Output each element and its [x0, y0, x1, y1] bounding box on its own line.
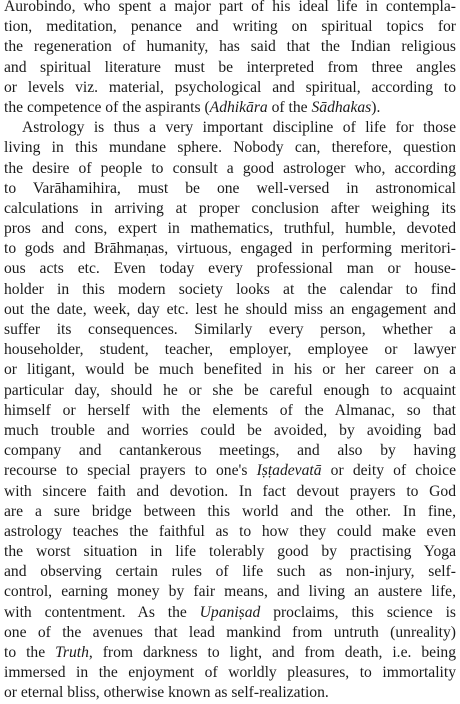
text-line [4, 421, 456, 441]
text-line [4, 340, 456, 360]
text-segment: Aurobindo, who spent a major part of his ideal life in contempla- [4, 0, 456, 15]
text-segment: are a sure bridge between this world and the other. In fine, [4, 502, 456, 520]
text-segment: Astrology is thus a very important discipline of life for those [22, 119, 456, 137]
text-line [4, 482, 456, 502]
text-line [4, 300, 456, 320]
text-line [4, 401, 456, 421]
text-line [4, 683, 456, 703]
text-line [4, 37, 456, 57]
text-line [4, 259, 456, 279]
text-segment: the competence of the aspirants ( [4, 98, 210, 116]
text-line [4, 179, 456, 199]
italic-term: Truth [55, 644, 89, 661]
text-segment: to Varāhamihira, must be one well-versed in astronomical [4, 179, 456, 197]
text-line [4, 461, 456, 481]
text-line [4, 562, 456, 582]
text-segment: or eternal bliss, otherwise known as self-realization. [4, 684, 329, 702]
text-segment: living in this mundane sphere. Nobody can, therefore, question [4, 139, 456, 157]
text-segment: householder, student, teacher, employer, employee or lawyer [4, 341, 456, 359]
text-segment: tion, meditation, penance and writing on spiritual topics for [4, 18, 456, 36]
text-line [4, 663, 456, 683]
text-segment: or litigant, would be much benefited in his or her career on a [4, 361, 456, 379]
text-segment: or deity of choice [321, 462, 456, 480]
text-line [4, 239, 456, 259]
text-segment: astrology teaches the faithful as to how they could make even [4, 522, 456, 540]
text-line [4, 582, 456, 602]
text-segment: ). [371, 98, 381, 116]
text-line [4, 98, 456, 118]
text-line [4, 542, 456, 562]
text-segment: with contentment. As the [4, 603, 200, 621]
text-segment: and observing certain rules of life such as non-injury, self- [4, 563, 456, 581]
text-segment: himself or herself with the elements of the Almanac, so that [4, 401, 456, 419]
text-segment: out the date, week, day etc. lest he should miss an engagement and [4, 300, 456, 318]
text-line [4, 78, 456, 98]
text-line [4, 280, 456, 300]
text-segment: recourse to special prayers to one's [4, 462, 257, 480]
text-segment: much trouble and worries could be avoided, by avoiding bad [4, 421, 456, 439]
text-segment: proclaims, this science is [260, 603, 456, 621]
italic-term: Iṣṭadevatā [256, 462, 322, 480]
text-line [4, 118, 456, 138]
italic-term: Upaniṣad [199, 603, 261, 621]
text-line [4, 441, 456, 461]
italic-term: Sādhakas [311, 98, 372, 116]
text-line [4, 643, 456, 663]
italic-term: Adhikāra [209, 98, 268, 116]
text-segment: company and cantankerous meetings, and also by having [4, 442, 456, 460]
paragraph-aurobindo [4, 0, 456, 118]
text-segment: suffer its consequences. Similarly every person, whether a [4, 321, 456, 338]
text-line [4, 199, 456, 219]
text-segment: with sincere faith and devotion. In fact devout prayers to God [4, 482, 456, 500]
text-segment: calculations in arriving at proper conclusion after weighing its [4, 199, 456, 217]
text-line [4, 623, 456, 643]
text-line [4, 381, 456, 401]
text-line [4, 138, 456, 158]
text-line [4, 159, 456, 179]
text-segment: to the [4, 644, 56, 661]
text-segment: pros and cons, expert in mathematics, truthful, humble, devoted [4, 220, 456, 238]
text-segment: ous acts etc. Even today every professional man or house- [4, 260, 456, 278]
text-segment: holder in this modern society looks at the calendar to find [4, 280, 456, 298]
text-segment: , from darkness to light, and from death, i.e. being [88, 644, 456, 661]
text-line [4, 219, 456, 239]
text-line [4, 360, 456, 380]
text-segment: of the [267, 98, 312, 116]
text-segment: control, earning money by fair means, and living an austere life, [4, 583, 456, 601]
text-line [4, 17, 456, 37]
text-line [4, 320, 456, 340]
text-segment: immersed in the enjoyment of worldly pleasures, to immortality [4, 664, 456, 682]
text-segment: the desire of people to consult a good astrologer who, according [4, 159, 456, 177]
text-segment: particular day, should he or she be careful enough to acquaint [4, 381, 456, 399]
text-segment: one of the avenues that lead mankind from untruth (unreality) [4, 623, 456, 641]
text-line [4, 502, 456, 522]
text-segment: to gods and Brāhmaṇas, virtuous, engaged in performing meritori- [4, 240, 456, 258]
text-line [4, 603, 456, 623]
text-segment: the worst situation in life tolerably good by practising Yoga [4, 543, 456, 561]
text-segment: the regeneration of humanity, has said that the Indian religious [4, 38, 456, 56]
text-segment: and spiritual literature must be interpreted from three angles [4, 58, 456, 76]
text-line [4, 522, 456, 542]
text-line [4, 58, 456, 78]
paragraph-astrology [4, 118, 456, 703]
text-line [4, 0, 456, 17]
text-segment: or levels viz. material, psychological and spiritual, according to [4, 78, 456, 96]
